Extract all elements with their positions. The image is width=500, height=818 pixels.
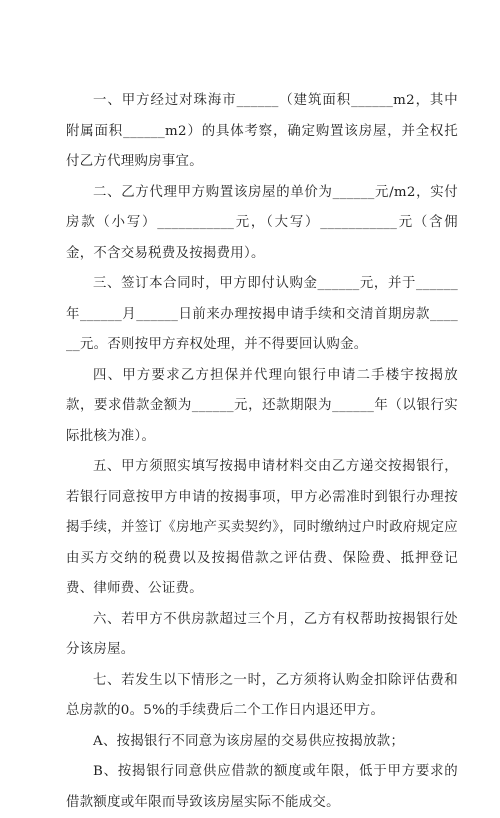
contract-body: [66, 86, 458, 818]
clause-3: 三、签订本合同时，甲方即付认购金______元，并于______年______月______日前来办理按揭申请手续和交清首期房款______元。否则按甲方弃权处理，并不得要回认购金。: [66, 276, 458, 352]
clause-7-item-b: B、按揭银行同意供应借款的额度或年限，低于甲方要求的借款额度或年限而导致该房屋实际不能成交。: [66, 764, 458, 810]
clause-7-item-a: A、按揭银行不同意为该房屋的交易供应按揭放款；: [93, 733, 405, 749]
clause-4: 四、甲方要求乙方担保并代理向银行申请二手楼宇按揭放款，要求借款金额为______元，还款期限为______年（以银行实际批核为准）。: [66, 367, 458, 444]
clause-1: 一、甲方经过对珠海市______（建筑面积______m2，其中附属面积______m2）的具体考察，确定购置该房屋，并全权托付乙方代理购房事宜。: [66, 93, 458, 169]
clause-7: 七、若发生以下情形之一时，乙方须将认购金扣除评估费和总房款的0。5%的手续费后二个工作日内退还甲方。: [66, 672, 458, 718]
clause-2: 二、乙方代理甲方购置该房屋的单价为______元/m2，实付房款（小写）___________元，（大写）___________元（含佣金，不含交易税费及按揭费用）。: [66, 184, 458, 261]
clause-5: 五、甲方须照实填写按揭申请材料交由乙方递交按揭银行，若银行同意按甲方申请的按揭事项，甲方必需准时到银行办理按揭手续，并签订《房地产买卖契约》，同时缴纳过户时政府规定应由买方交纳的税费以及按揭借款之评估费、保险费、抵押登记费、律师费、公证费。: [66, 459, 458, 596]
clause-6: 六、若甲方不供房款超过三个月，乙方有权帮助按揭银行处分该房屋。: [66, 611, 458, 657]
